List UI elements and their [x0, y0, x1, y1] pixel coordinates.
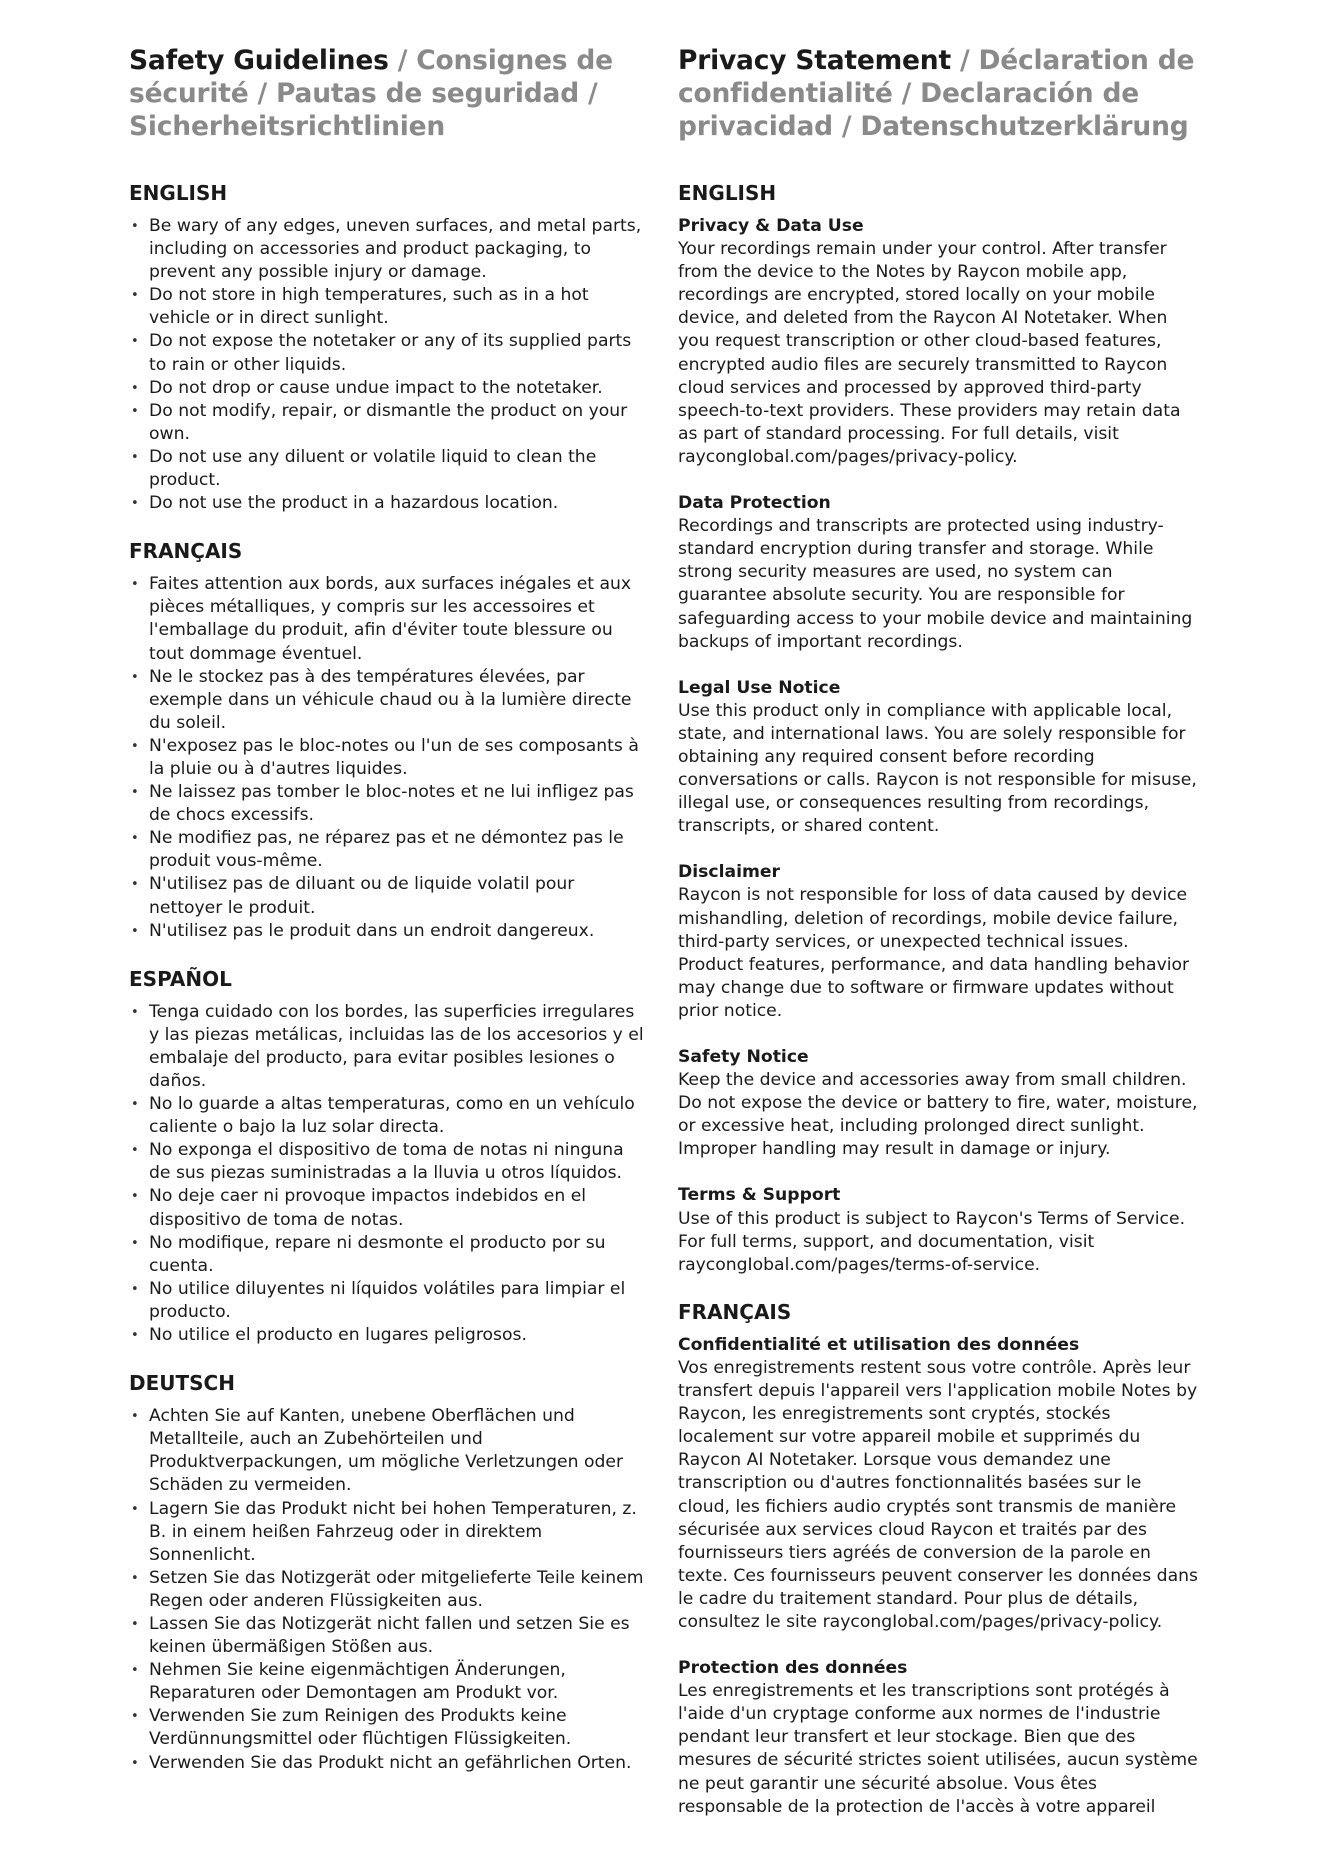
subsection-body: Use of this product is subject to Raycon's Terms of Service. For full terms, support, and documentation, visit raycongIobal.com/pages/terms-of-service.	[678, 1208, 1186, 1275]
section-language-heading: ENGLISH	[129, 181, 228, 205]
subsection-heading: Terms & Support	[678, 1185, 841, 1206]
subsection-heading: Legal Use Notice	[678, 677, 841, 698]
list-item: • Faites attention aux bords, aux surfaces inégales et aux pièces métalliques, y compris sur les accessoires et l'emballage du produit, afin d'éviter toute blessure ou tout dommage éventuel.	[129, 573, 645, 665]
list-item: • No exponga el dispositivo de toma de notas ni ninguna de sus piezas suministradas a la lluvia u otros líquidos.	[129, 1139, 645, 1185]
list-item: • Ne le stockez pas à des températures élevées, par exemple dans un véhicule chaud ou à la lumière directe du soleil.	[129, 666, 645, 735]
list-item: • Nehmen Sie keine eigenmächtigen Änderungen, Reparaturen oder Demontagen am Produkt vor.	[129, 1659, 645, 1705]
safety-list	[129, 573, 645, 943]
privacy-subsection	[678, 1184, 1198, 1276]
list-item: • No modifique, repare ni desmonte el producto por su cuenta.	[129, 1232, 645, 1278]
safety-list	[129, 215, 645, 515]
list-item: • Do not use the product in a hazardous location.	[129, 492, 645, 515]
safety-title	[129, 44, 645, 143]
list-item: • Do not store in high temperatures, such as in a hot vehicle or in direct sunlight.	[129, 284, 645, 330]
list-item: • N'utilisez pas le produit dans un endroit dangereux.	[129, 920, 645, 943]
safety-section-francais	[129, 539, 645, 943]
list-item: • Do not modify, repair, or dismantle the product on your own.	[129, 400, 645, 446]
list-item: • Lagern Sie das Produkt nicht bei hohen Temperaturen, z. B. in einem heißen Fahrzeug oder in direktem Sonnenlicht.	[129, 1498, 645, 1567]
section-language-heading: DEUTSCH	[129, 1371, 235, 1396]
safety-section-english	[129, 181, 645, 515]
subsection-body: Les enregistrements et les transcriptions sont protégés à l'aide d'un cryptage conforme aux normes de l'industrie pendant leur transfert et leur stockage. Bien que des mesures de sécurité strictes soient utilisées, aucun système ne peut garantir une sécurité absolue. Vous êtes responsable de la protection de l'accès à votre appareil	[678, 1681, 1198, 1817]
privacy-section-english	[678, 181, 1198, 1277]
section-language-heading: FRANÇAIS	[678, 1299, 792, 1324]
list-item: • N'utilisez pas de diluant ou de liquide volatil pour nettoyer le produit.	[129, 873, 645, 919]
subsection-body: Your recordings remain under your control. After transfer from the device to the Notes by Raycon mobile app, recordings are encrypted, stored locally on your mobile device, and deleted from the Raycon AI Notetaker. When you request transcription or other cloud-based features, encrypted audio files are securely transmitted to Raycon cloud services and processed by approved third-party speech-to-text providers. These providers may retain data as part of standard processing. For full details, visit raycongIobal.com/pages/privacy-policy.	[678, 239, 1181, 467]
section-language-heading: ESPAÑOL	[129, 966, 232, 991]
list-item: • Do not expose the notetaker or any of its supplied parts to rain or other liquids.	[129, 330, 645, 376]
privacy-section-francais	[678, 1300, 1198, 1819]
subsection-heading: Data Protection	[678, 493, 831, 514]
privacy-subsection	[678, 492, 1198, 654]
list-item: • Tenga cuidado con los bordes, las superficies irregulares y las piezas metálicas, incluidas las de los accesorios y el embalaje del producto, para evitar posibles lesiones o daños.	[129, 1001, 645, 1093]
privacy-subsection	[678, 1334, 1198, 1634]
privacy-statement-column	[678, 44, 1198, 1842]
list-item: • N'exposez pas le bloc-notes ou l'un de ses composants à la pluie ou à d'autres liquides.	[129, 735, 645, 781]
subsection-heading: Disclaimer	[678, 862, 781, 883]
privacy-subsection	[678, 861, 1198, 1023]
list-item: • No lo guarde a altas temperaturas, como en un vehículo caliente o bajo la luz solar directa.	[129, 1093, 645, 1139]
subsection-body: Vos enregistrements restent sous votre contrôle. Après leur transfert depuis l'appareil vers l'application mobile Notes by Raycon, les enregistrements sont cryptés, stockés localement sur votre appareil mobile et supprimés du Raycon AI Notetaker. Lorsque vous demandez une transcription ou d'autres fonctionnalités basées sur le cloud, les fichiers audio cryptés sont transmis de manière sécurisée aux services cloud Raycon et traités par des fournisseurs tiers agréés de conversion de la parole en texte. Ces fournisseurs peuvent conserver les données dans le cadre du traitement standard. Pour plus de détails, consultez le site raycongIobal.com/pages/privacy-policy.	[678, 1357, 1198, 1632]
list-item: • Setzen Sie das Notizgerät oder mitgelieferte Teile keinem Regen oder anderen Flüssigkeiten aus.	[129, 1567, 645, 1613]
list-item: • No deje caer ni provoque impactos indebidos en el dispositivo de toma de notas.	[129, 1185, 645, 1231]
section-language-heading: FRANÇAIS	[129, 539, 243, 564]
list-item: • Ne modifiez pas, ne réparez pas et ne démontez pas le produit vous-même.	[129, 827, 645, 873]
privacy-title-main: Privacy Statement	[678, 45, 951, 76]
privacy-subsection	[678, 677, 1198, 839]
list-item: • Lassen Sie das Notizgerät nicht fallen und setzen Sie es keinen übermäßigen Stößen aus.	[129, 1613, 645, 1659]
list-item: • Do not use any diluent or volatile liquid to clean the product.	[129, 446, 645, 492]
privacy-subsection	[678, 1657, 1198, 1819]
safety-section-deutsch	[129, 1371, 645, 1775]
list-item: • No utilice diluyentes ni líquidos volátiles para limpiar el producto.	[129, 1278, 645, 1324]
subsection-body: Raycon is not responsible for loss of data caused by device mishandling, deletion of recordings, mobile device failure, third-party services, or unexpected technical issues. Product features, performance, and data handling behavior may change due to software or firmware updates without prior notice.	[678, 885, 1190, 1021]
list-item: • Verwenden Sie zum Reinigen des Produkts keine Verdünnungsmittel oder flüchtigen Flüssigkeiten.	[129, 1705, 645, 1751]
subsection-heading: Safety Notice	[678, 1047, 809, 1067]
privacy-subsection	[678, 1046, 1198, 1161]
list-item: • Do not drop or cause undue impact to the notetaker.	[129, 377, 645, 400]
safety-guidelines-column	[129, 44, 645, 1799]
safety-section-espanol	[129, 967, 645, 1347]
subsection-body: Keep the device and accessories away from small children. Do not expose the device or battery to fire, water, moisture, or excessive heat, including prolonged direct sunlight. Improper handling may result in damage or injury.	[678, 1070, 1198, 1160]
privacy-title-translations: / Déclaration de confidentialité / Declaración de privacidad / Datenschutzerklärung	[678, 45, 1195, 142]
privacy-title	[678, 44, 1198, 143]
safety-list	[129, 1001, 645, 1347]
subsection-heading: Privacy & Data Use	[678, 216, 864, 236]
list-item: • Verwenden Sie das Produkt nicht an gefährlichen Orten.	[129, 1752, 645, 1775]
safety-title-main: Safety Guidelines	[129, 45, 389, 76]
list-item: • Achten Sie auf Kanten, unebene Oberflächen und Metallteile, auch an Zubehörteilen und Produktverpackungen, um mögliche Verletzungen oder Schäden zu vermeiden.	[129, 1405, 645, 1497]
subsection-heading: Confidentialité et utilisation des données	[678, 1334, 1080, 1355]
subsection-heading: Protection des données	[678, 1658, 908, 1679]
subsection-body: Recordings and transcripts are protected using industry-standard encryption during transfer and storage. While strong security measures are used, no system can guarantee absolute security. You are responsible for safeguarding access to your mobile device and maintaining backups of important recordings.	[678, 516, 1193, 652]
safety-title-translations: / Consignes de sécurité / Pautas de seguridad / Sicherheitsrichtlinien	[129, 45, 613, 142]
list-item: • No utilice el producto en lugares peligrosos.	[129, 1324, 645, 1347]
list-item: • Ne laissez pas tomber le bloc-notes et ne lui infligez pas de chocs excessifs.	[129, 781, 645, 827]
safety-list	[129, 1405, 645, 1775]
privacy-subsection	[678, 215, 1198, 469]
subsection-body: Use this product only in compliance with applicable local, state, and international laws. You are solely responsible for obtaining any required consent before recording conversations or calls. Raycon is not responsible for misuse, illegal use, or consequences resulting from recordings, transcripts, or shared content.	[678, 700, 1197, 837]
section-language-heading: ENGLISH	[678, 181, 777, 205]
list-item: • Be wary of any edges, uneven surfaces, and metal parts, including on accessories and product packaging, to prevent any possible injury or damage.	[129, 215, 645, 284]
